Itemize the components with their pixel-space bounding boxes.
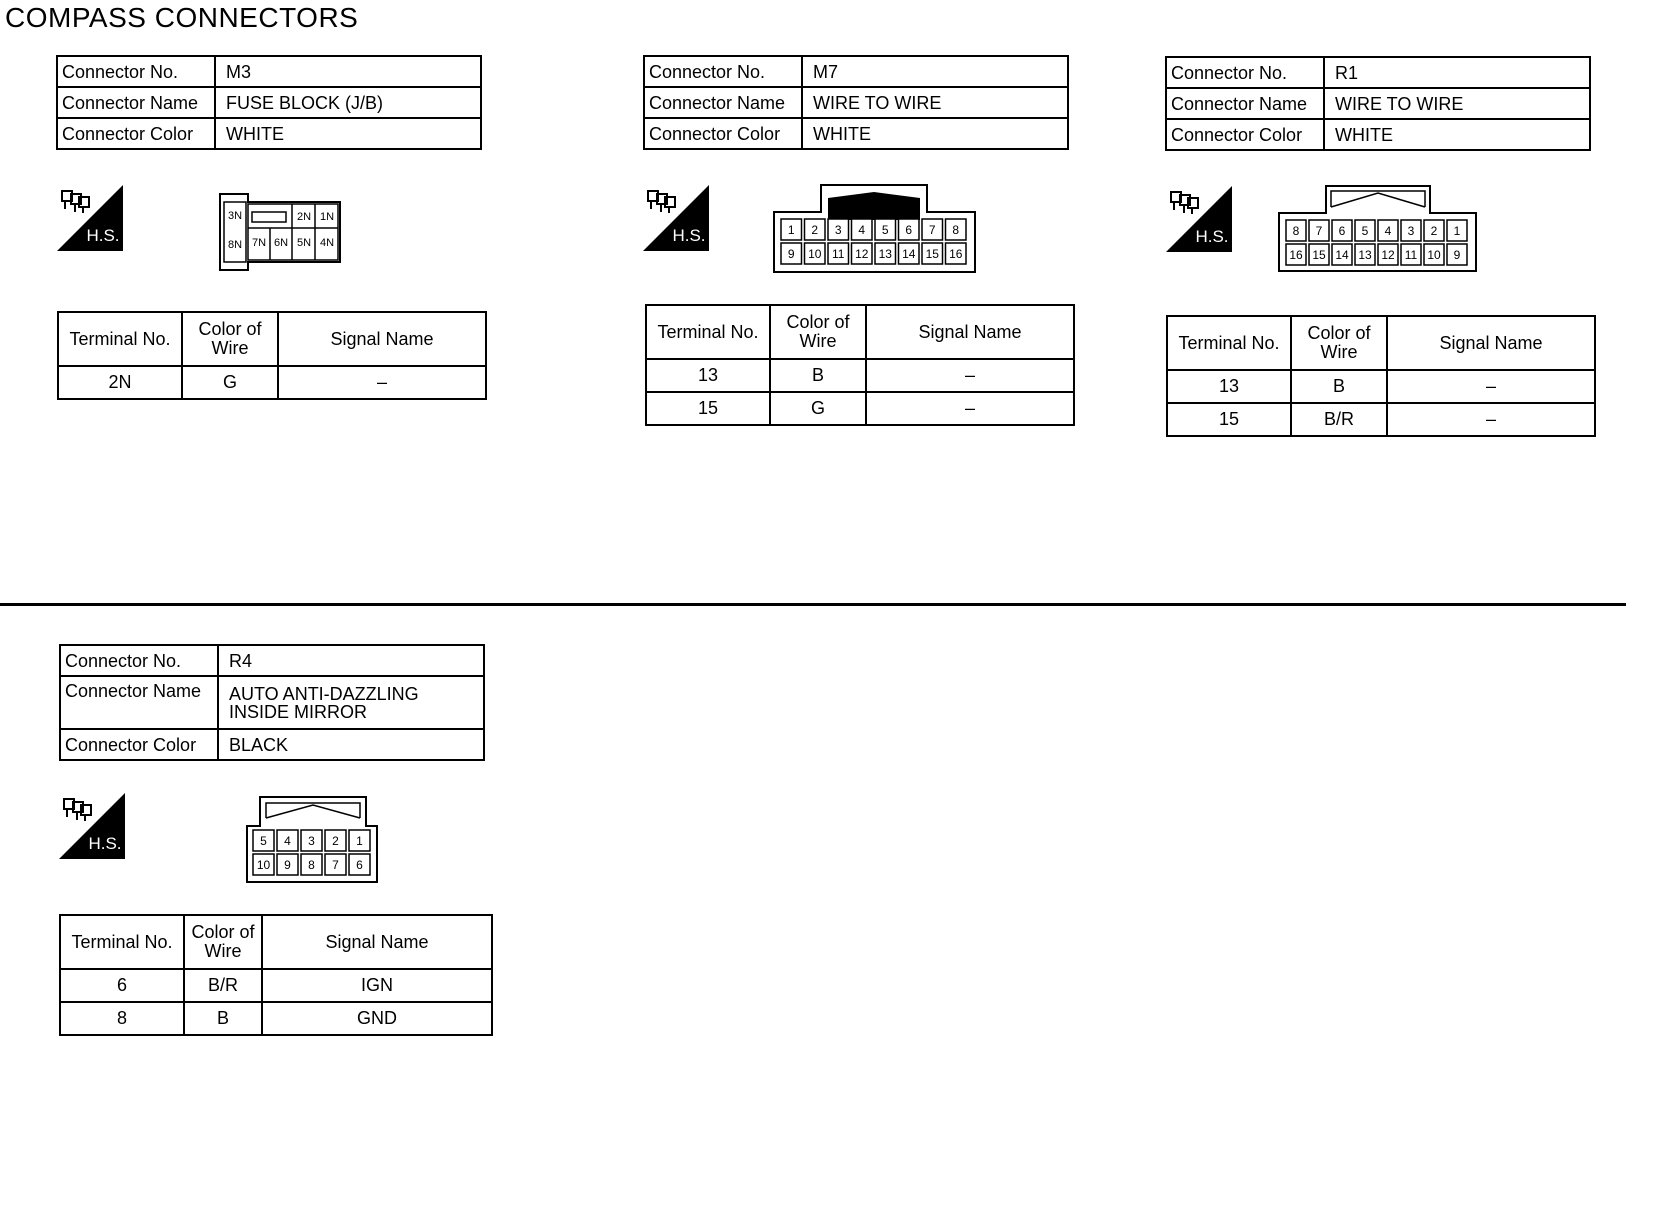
hs-badge-text: H.S. bbox=[1195, 227, 1229, 246]
table-row bbox=[60, 969, 492, 1002]
terminal-cell: 15 bbox=[1167, 403, 1291, 436]
label-connector-color: Connector Color bbox=[644, 118, 802, 149]
pin-label: 11 bbox=[832, 246, 845, 261]
pin-label: 1 bbox=[356, 833, 363, 848]
table-row bbox=[1167, 403, 1595, 436]
pin-label: 5 bbox=[260, 833, 267, 848]
pin-label: 5N bbox=[296, 237, 312, 249]
label-connector-name: Connector Name bbox=[60, 676, 218, 729]
header-terminal-no: Terminal No. bbox=[1167, 316, 1291, 370]
terminal-cell: 13 bbox=[646, 359, 770, 392]
header-signal-name: Signal Name bbox=[1387, 316, 1595, 370]
label-connector-no: Connector No. bbox=[57, 56, 215, 87]
terminal-cell: 13 bbox=[1167, 370, 1291, 403]
pin-label: 13 bbox=[878, 246, 892, 261]
label-connector-name: Connector Name bbox=[57, 87, 215, 118]
harness-side-icon bbox=[643, 185, 709, 251]
signal-cell: – bbox=[1387, 370, 1595, 403]
pin-label: 4 bbox=[284, 833, 291, 848]
pin-label: 8N bbox=[227, 239, 243, 251]
pin-label: 14 bbox=[1335, 247, 1349, 262]
connector-m7-info bbox=[643, 55, 1069, 150]
signal-cell: – bbox=[278, 366, 486, 399]
pin-label: 3N bbox=[227, 210, 243, 222]
pin-label: 7 bbox=[1315, 223, 1323, 238]
hs-badge-text: H.S. bbox=[86, 226, 120, 245]
pin-label: 2 bbox=[1430, 223, 1438, 238]
pin-label: 3 bbox=[308, 833, 315, 848]
connector-r1-terminal-table bbox=[1166, 315, 1596, 437]
harness-side-icon bbox=[1166, 186, 1232, 252]
connector-color-value: WHITE bbox=[1324, 119, 1590, 150]
terminal-cell: 15 bbox=[646, 392, 770, 425]
wire-color-cell: B bbox=[770, 359, 866, 392]
pin-label: 16 bbox=[949, 246, 963, 261]
connector-no-value: R1 bbox=[1324, 57, 1590, 88]
pin-label: 1 bbox=[787, 222, 795, 237]
header-color-of-wire: Color of Wire bbox=[182, 312, 278, 366]
wire-color-cell: B/R bbox=[1291, 403, 1387, 436]
pin-label: 6 bbox=[905, 222, 913, 237]
terminal-cell: 2N bbox=[58, 366, 182, 399]
table-row bbox=[646, 392, 1074, 425]
harness-side-icon bbox=[57, 185, 123, 251]
label-connector-name: Connector Name bbox=[644, 87, 802, 118]
pin-label: 1 bbox=[1453, 223, 1461, 238]
pin-label: 8 bbox=[1292, 223, 1300, 238]
pin-label: 1N bbox=[319, 211, 335, 223]
connector-color-value: BLACK bbox=[218, 729, 484, 760]
connector-r4-terminal-table bbox=[59, 914, 493, 1036]
connector-m3-info bbox=[56, 55, 482, 150]
pin-label: 11 bbox=[1404, 247, 1418, 262]
hs-badge-text: H.S. bbox=[672, 226, 706, 245]
pin-label: 15 bbox=[1312, 247, 1326, 262]
connector-r4-face bbox=[246, 796, 380, 889]
pin-label: 10 bbox=[256, 857, 271, 872]
pin-label: 6 bbox=[356, 857, 363, 872]
connector-color-value: WHITE bbox=[802, 118, 1068, 149]
pin-label: 14 bbox=[902, 246, 916, 261]
label-connector-color: Connector Color bbox=[57, 118, 215, 149]
pin-label: 16 bbox=[1289, 247, 1303, 262]
signal-cell: – bbox=[866, 359, 1074, 392]
pin-label: 4N bbox=[319, 237, 335, 249]
signal-cell: – bbox=[866, 392, 1074, 425]
pin-label: 9 bbox=[1453, 247, 1461, 262]
wire-color-cell: G bbox=[770, 392, 866, 425]
signal-cell: IGN bbox=[262, 969, 492, 1002]
pin-label: 7 bbox=[332, 857, 339, 872]
pin-label: 6N bbox=[273, 237, 289, 249]
label-connector-color: Connector Color bbox=[60, 729, 218, 760]
header-color-of-wire: Color of Wire bbox=[770, 305, 866, 359]
connector-name-value: FUSE BLOCK (J/B) bbox=[215, 87, 481, 118]
connector-m7-face bbox=[773, 184, 978, 279]
header-signal-name: Signal Name bbox=[278, 312, 486, 366]
header-signal-name: Signal Name bbox=[262, 915, 492, 969]
header-color-of-wire: Color of Wire bbox=[1291, 316, 1387, 370]
connector-m7-terminal-table bbox=[645, 304, 1075, 426]
connector-name-value bbox=[218, 676, 484, 729]
table-row bbox=[58, 366, 486, 399]
header-terminal-no: Terminal No. bbox=[58, 312, 182, 366]
connector-m3-terminal-table bbox=[57, 311, 487, 400]
pin-label: 13 bbox=[1358, 247, 1372, 262]
wire-color-cell: B/R bbox=[184, 969, 262, 1002]
connector-name-value: WIRE TO WIRE bbox=[1324, 88, 1590, 119]
connector-name-line-2: INSIDE MIRROR bbox=[229, 701, 368, 722]
pin-label: 10 bbox=[1427, 247, 1441, 262]
connector-no-value: M7 bbox=[802, 56, 1068, 87]
wire-color-cell: B bbox=[184, 1002, 262, 1035]
wire-color-cell: G bbox=[182, 366, 278, 399]
connector-name-line-1: AUTO ANTI-DAZZLING bbox=[229, 683, 419, 704]
pin-label: 5 bbox=[881, 222, 889, 237]
table-row bbox=[1167, 370, 1595, 403]
section-divider bbox=[0, 603, 1626, 606]
header-terminal-no: Terminal No. bbox=[646, 305, 770, 359]
pin-label: 10 bbox=[808, 246, 822, 261]
pin-label: 12 bbox=[1381, 247, 1395, 262]
signal-cell: – bbox=[1387, 403, 1595, 436]
pin-label: 3 bbox=[834, 222, 842, 237]
label-connector-color: Connector Color bbox=[1166, 119, 1324, 150]
table-row bbox=[646, 359, 1074, 392]
connector-m3-face bbox=[212, 190, 342, 277]
connector-r1-info bbox=[1165, 56, 1591, 151]
header-color-of-wire: Color of Wire bbox=[184, 915, 262, 969]
pin-label: 5 bbox=[1361, 223, 1369, 238]
hs-badge-text: H.S. bbox=[88, 834, 122, 853]
connector-r4-info bbox=[59, 644, 485, 761]
terminal-cell: 6 bbox=[60, 969, 184, 1002]
label-connector-no: Connector No. bbox=[644, 56, 802, 87]
pin-label: 4 bbox=[1384, 223, 1392, 238]
pin-label: 2 bbox=[811, 222, 819, 237]
label-connector-no: Connector No. bbox=[60, 645, 218, 676]
pin-label: 7N bbox=[251, 237, 267, 249]
connector-r1-face bbox=[1278, 185, 1478, 278]
pin-label: 9 bbox=[787, 246, 795, 261]
pin-label: 12 bbox=[855, 246, 869, 261]
pin-label: 8 bbox=[308, 857, 315, 872]
pin-label: 2 bbox=[332, 833, 339, 848]
pin-label: 6 bbox=[1338, 223, 1346, 238]
page-title: COMPASS CONNECTORS bbox=[5, 2, 359, 33]
connector-no-value: M3 bbox=[215, 56, 481, 87]
pin-label: 15 bbox=[925, 246, 939, 261]
pin-label: 4 bbox=[858, 222, 866, 237]
label-connector-name: Connector Name bbox=[1166, 88, 1324, 119]
pin-label: 2N bbox=[296, 211, 312, 223]
harness-side-icon bbox=[59, 793, 125, 859]
connector-color-value: WHITE bbox=[215, 118, 481, 149]
header-terminal-no: Terminal No. bbox=[60, 915, 184, 969]
table-row bbox=[60, 1002, 492, 1035]
terminal-cell: 8 bbox=[60, 1002, 184, 1035]
pin-label: 9 bbox=[284, 857, 291, 872]
connector-name-value: WIRE TO WIRE bbox=[802, 87, 1068, 118]
pin-label: 8 bbox=[952, 222, 960, 237]
pin-label: 7 bbox=[928, 222, 936, 237]
header-signal-name: Signal Name bbox=[866, 305, 1074, 359]
signal-cell: GND bbox=[262, 1002, 492, 1035]
wire-color-cell: B bbox=[1291, 370, 1387, 403]
pin-label: 3 bbox=[1407, 223, 1415, 238]
label-connector-no: Connector No. bbox=[1166, 57, 1324, 88]
connector-no-value: R4 bbox=[218, 645, 484, 676]
